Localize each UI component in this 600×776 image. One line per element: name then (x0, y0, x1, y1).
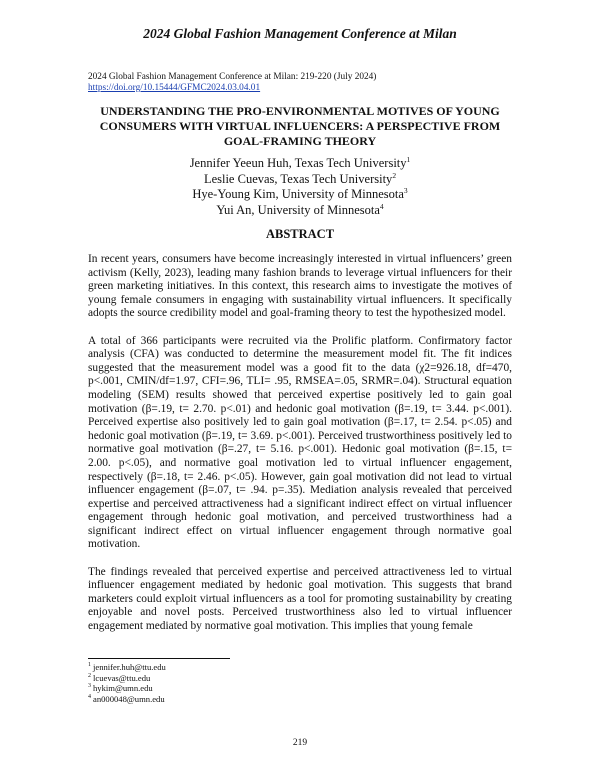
author-line: Jennifer Yeeun Huh, Texas Tech University$^1$ (189, 154, 411, 170)
paragraph-intro: In recent years, consumers have become increasingly interested in virtual influencers’ green activism (Kelly, 2023), leading many fashion brands to leverage virtual influencers for their green marketing initiatives. In this context, this research aims to investigate the motives of young female consumers in engaging with sustainability virtual influencers. It specifically adopts the source credibility model and goal-framing theory to test the hypothesized model. (88, 253, 512, 320)
citation-line: 2024 Global Fashion Management Conference at Milan: 219-220 (July 2024) (88, 72, 377, 82)
author-line: Leslie Cuevas, Texas Tech University$^2$ (203, 170, 397, 186)
running-head: 2024 Global Fashion Management Conference at Milan (143, 26, 457, 41)
author-line: Yui An, University of Minnesota$^4$ (216, 201, 384, 217)
abstract-heading: ABSTRACT (265, 227, 335, 241)
footnote-item: $^1$ jennifer.huh@ttu.edu (88, 662, 166, 672)
paper-title: UNDERSTANDING THE PRO-ENVIRONMENTAL MOTIVES OF YOUNG CONSUMERS WITH VIRTUAL INFLUENCERS: A PERSPECTIVE FROM GOAL-FRAMING THEORY (99, 104, 501, 148)
paragraph-results: A total of 366 participants were recruited via the Prolific platform. Confirmatory factor analysis (CFA) was conducted to determine the measurement model fit. The fit indices suggested that the measurement model was a good fit to the data (χ2=926.18, df=470, p<.001, CMIN/df=1.97, CFI=.96, TLI= .95, RMSEA=.05, SRMR=.04). Structural equation modeling (SEM) results showed that perceived expertise positively led to gain goal motivation (β=.19, t= 2.70. p<.01) and hedonic goal motivation (β=.19, t= 3.44. p<.001). Perceived expertise also positively led to gain goal motivation (β=.17, t= 2.54. p<.05) and hedonic goal motivation (β=.19, t= 3.69. p<.001). Perceived trustworthiness positively led to normative goal motivation (β=.27, t= 5.16. p<.001). Hedonic goal motivation (β=.15, t= 2.00. p<.05), and normative goal motivation led to virtual influencer engagement, respectively (β=.18, t= 2.46. p<.05). However, gain goal motivation did not lead to virtual influencer engagement (β=.07, t= .94. p=.35). Mediation analysis revealed that perceived expertise and perceived attractiveness had a significant indirect effect on virtual influencer engagement through hedonic goal motivation, and perceived trustworthiness had a significant indirect effect on virtual influencer engagement through normative goal motivation. (88, 334, 512, 551)
doi-link[interactable]: https://doi.org/10.15444/GFMC2024.03.04.01 (88, 83, 261, 93)
citation-block (88, 72, 518, 94)
footnote-item: $^3$ hykim@umn.edu (88, 683, 153, 694)
footnote-divider (88, 658, 230, 659)
footnote-item: $^2$ lcuevas@ttu.edu (88, 672, 151, 683)
page-number: 219 (292, 738, 308, 748)
author-line: Hye-Young Kim, University of Minnesota$^3$ (192, 185, 408, 201)
footnote-item: $^4$ an000048@umn.edu (88, 693, 165, 704)
abstract-body (88, 253, 512, 647)
footnotes (88, 662, 388, 704)
paragraph-findings: The findings revealed that perceived expertise and perceived attractiveness led to virtual influencer engagement mediated by hedonic goal motivation. This suggests that brand marketers could exploit virtual influencers as a tool for promoting sustainability by creating enjoyable and novel posts. Perceived trustworthiness also led to virtual influencer engagement mediated by normative goal motivation. This implies that young female (88, 565, 512, 633)
author-list (0, 156, 600, 218)
